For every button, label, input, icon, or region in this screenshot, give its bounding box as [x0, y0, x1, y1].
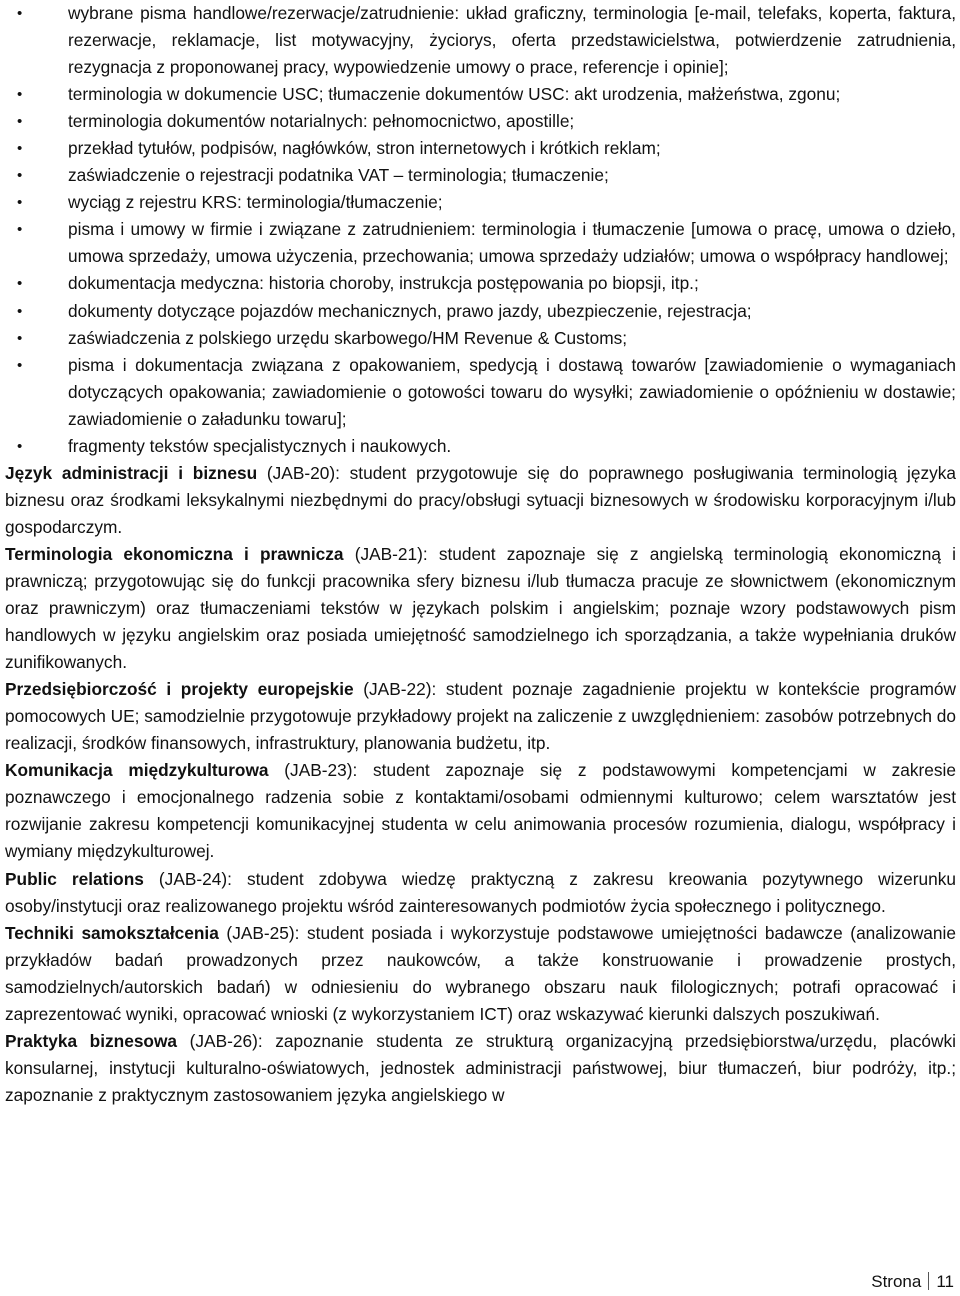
bullet-icon: •	[17, 86, 23, 104]
course-text: (JAB-20): student przygotowuje się do poprawnego posługiwania terminologią języka biznesu oraz środkami leksykalnymi niezbędnymi do pracy/obsługi sytuacji biznesowych w środowisku korporacyjnym i/lub gospodarczym.	[5, 462, 956, 537]
list-item: • wybrane pisma handlowe/rezerwacje/zatrudnienie: układ graficzny, terminologia [e-mail, telefaks, koperta, faktura, rezerwacje, reklamacje, list motywacyjny, życiorys, oferta przedstawicielstwa, potwierdzenie zatrudnienia, rezygnacja z proponowanej pracy, wypowiedzenie umowy o prace, referencje i opinie];	[68, 0, 956, 81]
course-description-jab-22	[5, 676, 956, 757]
list-item: • terminologia dokumentów notarialnych: pełnomocnictwo, apostille;	[68, 108, 956, 135]
course-description-jab-26	[5, 1028, 956, 1109]
list-item: • zaświadczenie o rejestracji podatnika VAT – terminologia; tłumaczenie;	[68, 162, 956, 189]
list-item: • dokumentacja medyczna: historia choroby, instrukcja postępowania po biopsji, itp.;	[68, 270, 956, 297]
bullet-icon: •	[17, 194, 23, 212]
bullet-icon: •	[17, 275, 23, 293]
list-item: • pisma i umowy w firmie i związane z zatrudnieniem: terminologia i tłumaczenie [umowa o pracę, umowa o dzieło, umowa sprzedaży, umowa użyczenia, przechowania; umowa sprzedaży udziałów; umowa o współpracy handlowej;	[68, 216, 956, 270]
bullet-icon: •	[17, 140, 23, 158]
list-item: • fragmenty tekstów specjalistycznych i naukowych.	[68, 433, 956, 460]
page-number: 11	[936, 1272, 954, 1291]
bullet-icon: •	[17, 302, 23, 320]
course-text: (JAB-26): zapoznanie studenta ze strukturą organizacyjną przedsiębiorstwa/urzędu, placówki konsularnej, instytucji kulturalno-oświatowych, jednostek administracji państwowej, biur tłumaczeń, biur podróży, itp.; zapoznanie z praktycznym zastosowaniem języka angielskiego w	[5, 1030, 956, 1105]
course-text: (JAB-21): student zapoznaje się z angielską terminologią ekonomiczną i prawniczą; przygotowując się do funkcji pracownika sfery biznesu i/lub tłumacza pracuje ze słownictwem (ekonomicznym oraz prawniczym) oraz tłumaczeniami tekstów w językach polskim i angielskim; poznaje wzory podstawowych pism handlowych w języku angielskim oraz posiada umiejętność samodzielnego ich sporządzania, a także wypełniania druków zunifikowanych.	[5, 543, 957, 673]
course-title: Techniki samokształcenia	[5, 922, 219, 943]
course-title: Terminologia ekonomiczna i prawnicza	[5, 543, 344, 564]
topic-bullet-list	[5, 0, 956, 460]
course-description-jab-24	[5, 866, 956, 920]
course-title: Public relations	[5, 868, 144, 889]
footer-divider	[928, 1272, 929, 1290]
course-description-jab-25	[5, 920, 956, 1028]
bullet-icon: •	[17, 437, 23, 455]
bullet-icon: •	[17, 356, 23, 374]
list-item: • wyciąg z rejestru KRS: terminologia/tłumaczenie;	[68, 189, 956, 216]
list-item: • pisma i dokumentacja związana z opakowaniem, spedycją i dostawą towarów [zawiadomienie o wymaganiach dotyczących opakowania; zawiadomienie o gotowości towaru do wysyłki; zawiadomienie o opóźnieniu w dostawie; zawiadomienie o załadunku towaru];	[68, 352, 956, 433]
course-title: Przedsiębiorczość i projekty europejskie	[5, 679, 354, 700]
course-text: (JAB-22): student poznaje zagadnienie projektu w kontekście programów pomocowych UE; samodzielnie przygotowuje przykładowy projekt na zaliczenie z uwzględnieniem: zasobów potrzebnych do realizacji, środków finansowych, infrastruktury, planowania budżetu, itp.	[5, 679, 957, 754]
bullet-icon: •	[17, 221, 23, 239]
course-description-jab-20	[5, 460, 956, 541]
bullet-icon: •	[17, 167, 23, 185]
page-footer	[871, 1271, 954, 1293]
course-description-jab-23	[5, 757, 956, 865]
course-title: Praktyka biznesowa	[5, 1030, 178, 1051]
list-item: • terminologia w dokumencie USC; tłumaczenie dokumentów USC: akt urodzenia, małżeństwa, zgonu;	[68, 81, 956, 108]
document-body	[5, 0, 956, 1109]
footer-label: Strona	[871, 1272, 922, 1291]
course-text: (JAB-24): student zdobywa wiedzę praktyczną z zakresu kreowania pozytywnego wizerunku osoby/instytucji oraz realizowanego projektu wśród zainteresowanych podmiotów życia społecznego i politycznego.	[5, 868, 956, 916]
course-title: Język administracji i biznesu	[5, 462, 258, 483]
list-item: • zaświadczenia z polskiego urzędu skarbowego/HM Revenue & Customs;	[68, 325, 956, 352]
course-text: (JAB-25): student posiada i wykorzystuje podstawowe umiejętności badawcze (analizowanie przykładów badań prowadzonych przez naukowców, a także konstruowanie i prowadzenie prostych, samodzielnych/autorskich badań) w odniesieniu do wybranego obszaru nauk filologicznych; potrafi opracować i zaprezentować wyniki, opracować wnioski (z wykorzystaniem ICT) oraz wskazywać kierunki dalszych poszukiwań.	[5, 922, 956, 1024]
bullet-icon: •	[17, 329, 23, 347]
bullet-icon: •	[17, 5, 23, 22]
bullet-icon: •	[17, 113, 23, 131]
course-text: (JAB-23): student zapoznaje się z podstawowymi kompetencjami w zakresie poznawczego i emocjonalnego radzenia sobie z kontaktami/osobami odmiennymi kulturowo; celem warsztatów jest rozwijanie zakresu kompetencji komunikacyjnej studenta w celu animowania procesów rozumienia, dialogu, współpracy i wymiany międzykulturowej.	[5, 760, 956, 862]
list-item: • dokumenty dotyczące pojazdów mechanicznych, prawo jazdy, ubezpieczenie, rejestracja;	[68, 298, 956, 325]
course-title: Komunikacja międzykulturowa	[5, 760, 269, 781]
list-item: • przekład tytułów, podpisów, nagłówków, stron internetowych i krótkich reklam;	[68, 135, 956, 162]
course-description-jab-21	[5, 541, 956, 676]
